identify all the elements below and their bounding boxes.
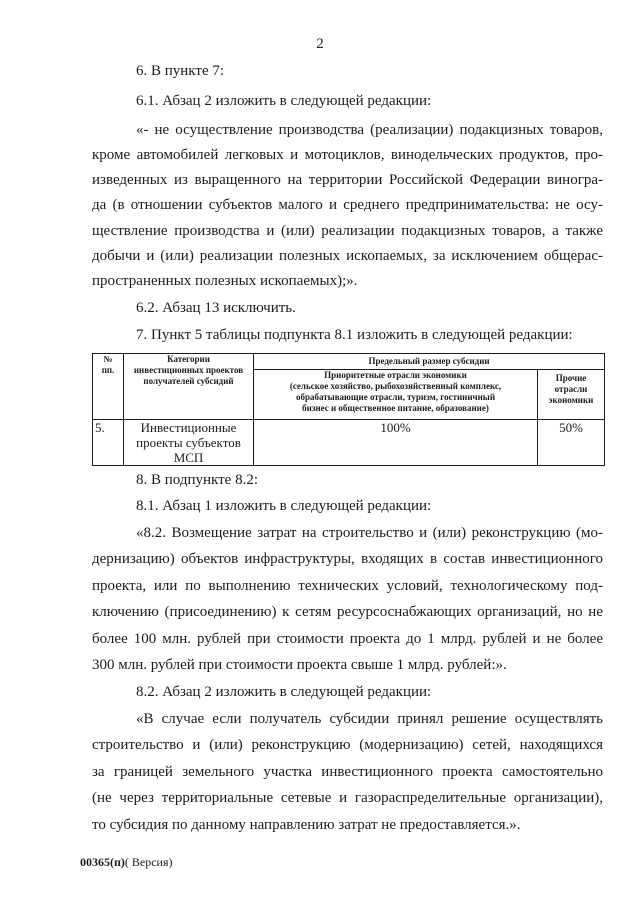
quote-2-line: проекта, или по выполнению технических условий, технологическому под-: [92, 578, 603, 594]
quote-1-line: добычи и (или) реализации полезных ископаемых, за исключением общерас-: [92, 248, 603, 264]
quote-1-line: изведенных из выращенного на территории Российской Федерации виногра-: [92, 172, 603, 188]
quote-3-line: за границей земельного участка инвестиционного проекта самостоятельно: [92, 764, 603, 780]
row-category: Инвестиционные проекты субъектов МСП: [124, 420, 254, 466]
paragraph-8-2: 8.2. Абзац 2 изложить в следующей редакции:: [136, 684, 432, 700]
row-number: 5.: [93, 420, 124, 466]
table-row: [93, 420, 605, 466]
quote-2-line: 300 млн. рублей при стоимости проекта свыше 1 млрд. рублей:».: [92, 657, 507, 673]
document-code-number: 00365(п): [80, 855, 125, 869]
paragraph-6: 6. В пункте 7:: [136, 63, 225, 79]
paragraph-6-1: 6.1. Абзац 2 изложить в следующей редакции:: [136, 93, 432, 109]
paragraph-8-1: 8.1. Абзац 1 изложить в следующей редакции:: [136, 498, 432, 514]
paragraph-8: 8. В подпункте 8.2:: [136, 472, 259, 488]
quote-1-line: «- не осуществление производства (реализации) подакцизных товаров,: [136, 122, 603, 138]
quote-2-line: «8.2. Возмещение затрат на строительство и (или) реконструкцию (мо-: [136, 525, 603, 541]
quote-2-line: дернизацию) объектов инфраструктуры, входящих в состав инвестиционного: [92, 551, 603, 567]
header-priority-sectors: Приоритетные отрасли экономики (сельское хозяйство, рыбохозяйственный комплекс, обрабатывающие отрасли, туризм, гостиничный бизнес и общественное питание, образование): [254, 370, 538, 420]
quote-2-line: ключению (присоединению) к сетям ресурсоснабжающих организаций, но не: [92, 604, 603, 620]
document-version: ( Версия): [124, 855, 173, 869]
row-other-value: 50%: [538, 420, 605, 466]
subsidy-table: [92, 353, 605, 466]
quote-1-line: кроме автомобилей легковых и мотоциклов, винодельческих продуктов, про-: [92, 147, 603, 163]
header-max-subsidy: Предельный размер субсидии: [254, 354, 605, 370]
quote-3-line: (не через территориальные сетевые и газораспределительные организации),: [92, 790, 603, 806]
quote-1-line: пространенных полезных ископаемых);».: [92, 273, 358, 289]
page-number: 2: [316, 36, 324, 52]
document-code: [80, 855, 173, 870]
header-category: Категории инвестиционных проектов получателей субсидий: [124, 354, 254, 420]
row-priority-value: 100%: [254, 420, 538, 466]
quote-3-line: то субсидия по данному направлению затрат не предоставляется.».: [92, 817, 521, 833]
paragraph-7: 7. Пункт 5 таблицы подпункта 8.1 изложить в следующей редакции:: [136, 327, 573, 343]
quote-1-line: да (в отношении субъектов малого и среднего предпринимательства: не осу-: [92, 197, 603, 213]
quote-3-line: «В случае если получатель субсидии принял решение осуществлять: [136, 711, 603, 727]
quote-1-line: ществление производства и (или) реализации подакцизных товаров, а также: [92, 223, 603, 239]
header-number: № пп.: [93, 354, 124, 420]
quote-2-line: более 100 млн. рублей при стоимости проекта до 1 млрд. рублей и не более: [92, 631, 603, 647]
quote-3-line: строительство и (или) реконструкцию (модернизацию) сетей, находящихся: [92, 737, 603, 753]
header-other-sectors: Прочие отрасли экономики: [538, 370, 605, 420]
paragraph-6-2: 6.2. Абзац 13 исключить.: [136, 300, 296, 316]
